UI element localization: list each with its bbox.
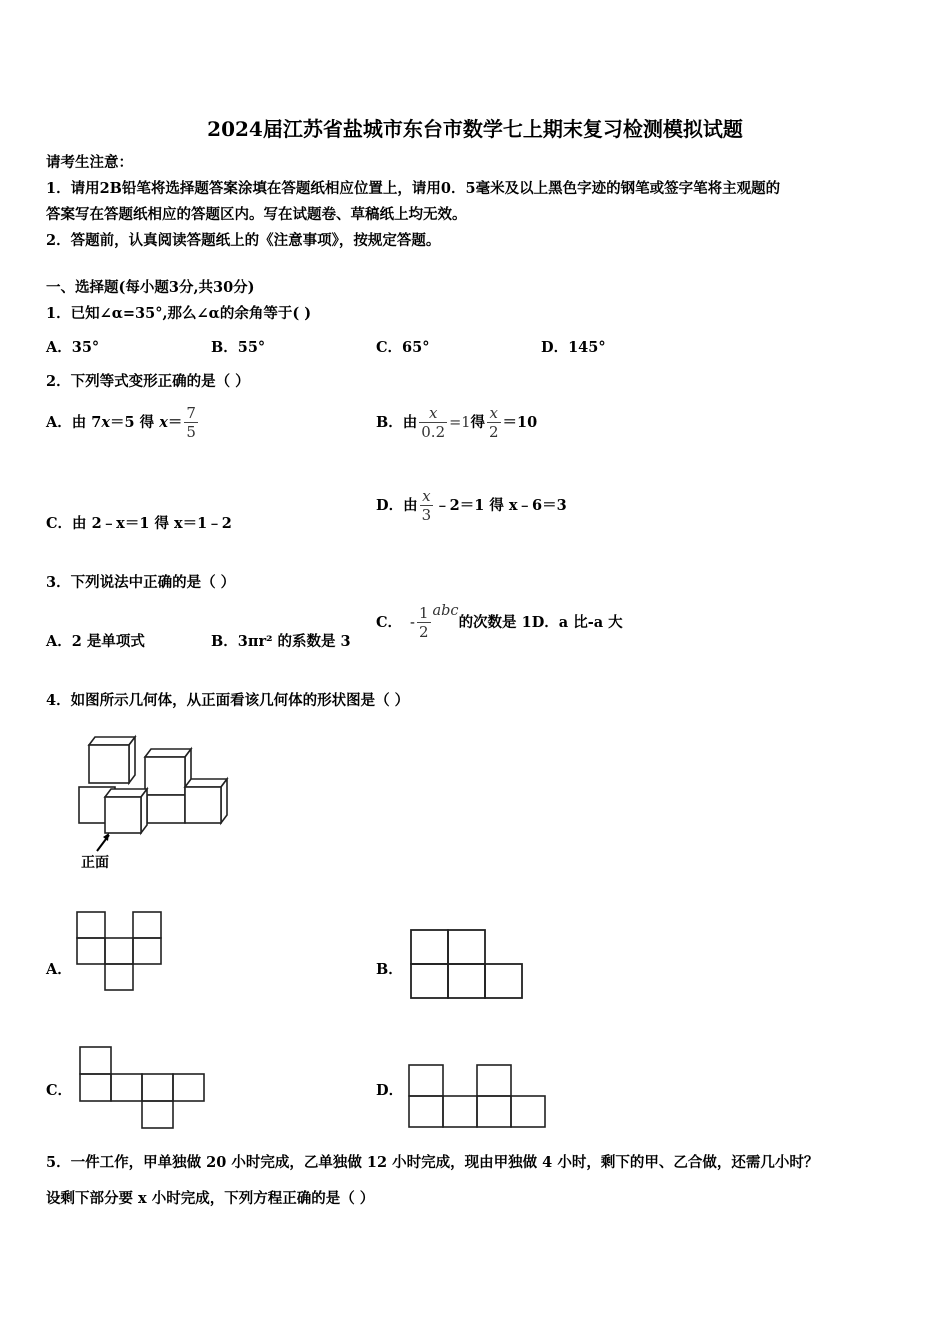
- q4-option-b-label: B．: [376, 961, 403, 978]
- q2-a-fraction: $\frac{7}{5}$: [186, 404, 196, 441]
- notice-line-1: 1．请用2B铅笔将选择题答案涂填在答题纸相应位置上，请用0．5毫米及以上黑色字迹的钢笔或签字笔将主观题的: [46, 180, 781, 197]
- cube-front-face: [185, 787, 221, 823]
- cube-front-face: [105, 797, 141, 833]
- q3-c-fraction: $\frac{1}{2}$: [418, 604, 429, 641]
- cube-top-face: [105, 789, 147, 797]
- q2-b-fraction-1: $\frac{x}{0.2}$: [421, 404, 446, 441]
- q2-option-a: A．由 7x＝5 得 x＝ $\frac{7}{5}$: [46, 404, 196, 441]
- q4-stem: 4．如图所示几何体，从正面看该几何体的形状图是（ ）: [46, 692, 410, 709]
- front-label: 正面: [81, 855, 109, 871]
- cube-side-face: [129, 737, 135, 783]
- q4-option-c-label: C．: [46, 1082, 73, 1099]
- q4-option-c-figure: [79, 1046, 205, 1132]
- q5-stem-line-1: 5．一件工作，甲单独做 20 小时完成，乙单独做 12 小时完成，现由甲独做 4 小时，剩下的甲、乙合做，还需几小时？: [46, 1154, 819, 1171]
- q4-option-d-label: D．: [376, 1082, 404, 1099]
- cube-front-face: [147, 795, 185, 823]
- q2-stem: 2．下列等式变形正确的是（ ）: [46, 373, 250, 390]
- q2-b-fraction-2: $\frac{x}{2}$: [489, 404, 499, 441]
- cube-front-face: [145, 757, 185, 795]
- q2-option-b: B．由 $\frac{x}{0.2}$ =1得 $\frac{x}{2}$ ＝10: [376, 404, 538, 441]
- notice-line-2: 2．答题前，认真阅读答题纸上的《注意事项》，按规定答题。: [46, 232, 441, 249]
- notice-heading: 请考生注意：: [46, 154, 133, 171]
- q2-option-c: C．由 2﹣x＝1 得 x＝1﹣2: [46, 515, 232, 532]
- q4-solid-figure: [75, 733, 235, 873]
- notice-line-1b: 答案写在答题纸相应的答题区内。写在试题卷、草稿纸上均无效。: [46, 206, 467, 223]
- q1-option-b: B．55°: [211, 339, 266, 356]
- cube-top-face: [185, 779, 227, 787]
- q3-option-d: D．a 比-a 大: [531, 614, 623, 631]
- cube-front-face: [89, 745, 129, 783]
- cube-top-face: [89, 737, 135, 745]
- q1-stem: 1．已知∠α=35°,那么∠α的余角等于( ): [46, 305, 312, 322]
- q1-option-a: A．35°: [46, 339, 100, 356]
- q4-option-a-label: A．: [46, 961, 72, 978]
- section-heading: 一、选择题(每小题3分,共30分): [46, 279, 255, 296]
- q1-option-d: D．145°: [541, 339, 606, 356]
- q5-stem-line-2: 设剩下部分要 x 小时完成，下列方程正确的是（ ）: [46, 1190, 375, 1207]
- cube-top-face: [145, 749, 191, 757]
- cube-side-face: [221, 779, 227, 823]
- q4-option-d-figure: [408, 1064, 548, 1130]
- q3-option-a: A．2 是单项式: [46, 633, 145, 650]
- q3-stem: 3．下列说法中正确的是（ ）: [46, 574, 236, 591]
- q2-d-fraction: $\frac{x}{3}$: [421, 487, 432, 524]
- cube-side-face: [141, 789, 147, 833]
- q4-option-a-figure: [76, 911, 166, 993]
- q3-option-b: B．3πr² 的系数是 3: [211, 633, 351, 650]
- page-title: 2024届江苏省盐城市东台市数学七上期末复习检测模拟试题: [207, 117, 743, 141]
- q2-option-d: D．由 $\frac{x}{3}$ ﹣2＝1 得 x﹣6＝3: [376, 487, 567, 524]
- q4-option-b-figure: [409, 928, 527, 1000]
- q1-option-c: C．65°: [376, 339, 430, 356]
- q3-option-c: C． - $\frac{1}{2}$ abc的次数是 1D．a 比-a 大: [376, 603, 623, 641]
